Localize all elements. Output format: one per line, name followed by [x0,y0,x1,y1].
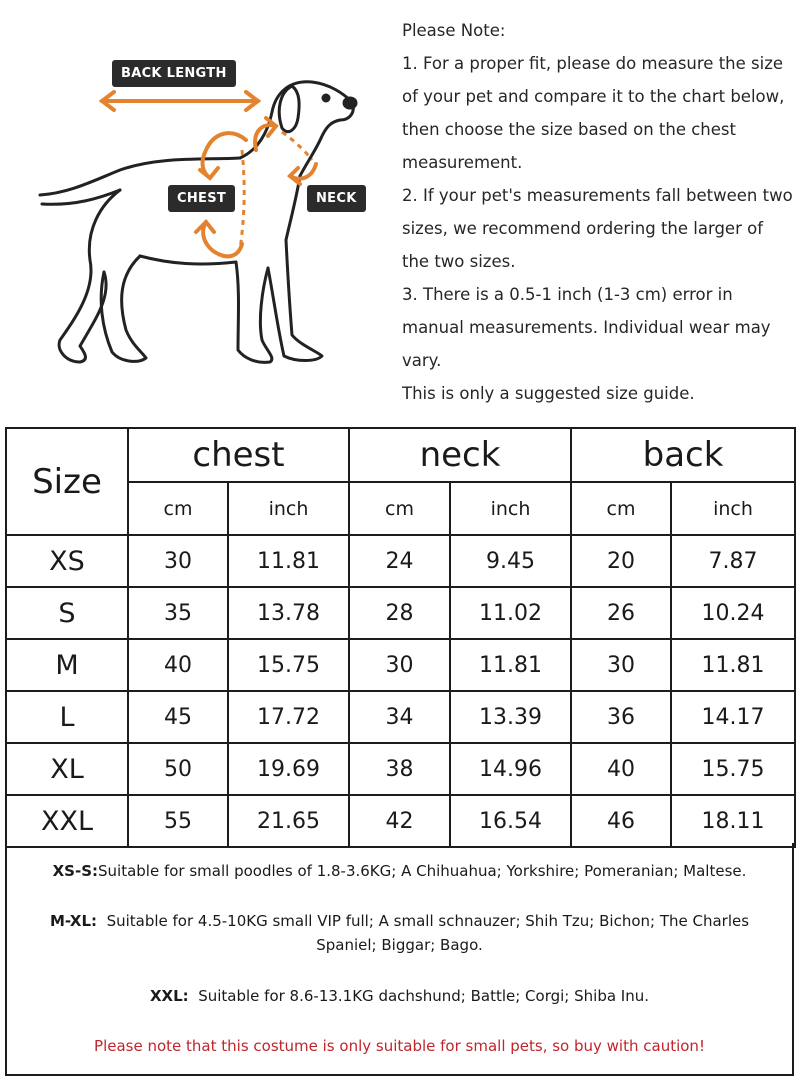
measurement-cell: 42 [349,795,450,847]
table-row [6,691,795,743]
measurement-cell: 34 [349,691,450,743]
caution-warning: Please note that this costume is only suitable for small pets, so buy with caution! [94,1037,705,1055]
table-row [6,535,795,587]
xxl-label: XXL: [149,987,189,1005]
unit-header: cm [349,482,450,535]
measurement-cell: 7.87 [671,535,795,587]
measurement-cell: 11.81 [228,535,349,587]
measurement-cell: 13.78 [228,587,349,639]
back-group-header: back [571,428,795,482]
size-cell: XXL [6,795,128,847]
unit-header: inch [450,482,571,535]
back-length-label: BACK LENGTH [112,60,236,87]
measurement-cell: 19.69 [228,743,349,795]
measurement-cell: 15.75 [671,743,795,795]
measurement-cell: 40 [128,639,228,691]
size-cell: XS [6,535,128,587]
measurement-cell: 50 [128,743,228,795]
m-xl-text: Suitable for 4.5-10KG small VIP full; A small schnauzer; Shih Tzu; Bichon; The Charles Spaniel; Biggar; Bago. [106,912,750,954]
measurement-cell: 13.39 [450,691,571,743]
unit-header: cm [571,482,671,535]
unit-header: cm [128,482,228,535]
table-row [6,743,795,795]
measurement-cell: 18.11 [671,795,795,847]
xs-s-label: XS-S: [52,862,99,880]
note-item-4: This is only a suggested size guide. [402,384,695,403]
m-xl-note [7,909,792,957]
measurement-cell: 36 [571,691,671,743]
xxl-text: Suitable for 8.6-13.1KG dachshund; Battle; Corgi; Shiba Inu. [198,987,650,1005]
measurement-cell: 20 [571,535,671,587]
size-chart-table [5,427,796,848]
breed-suitability-notes [5,843,794,1076]
measurement-cell: 55 [128,795,228,847]
measurement-cell: 14.17 [671,691,795,743]
unit-header: inch [228,482,349,535]
table-row [6,639,795,691]
table-row [6,795,795,847]
neck-group-header: neck [349,428,571,482]
note-item-1: 1. For a proper fit, please do measure the size of your pet and compare it to the chart below, then choose the size based on the chest measurement. [402,54,785,172]
measurement-cell: 16.54 [450,795,571,847]
measurement-cell: 30 [128,535,228,587]
chest-label: CHEST [168,185,235,212]
measurement-cell: 9.45 [450,535,571,587]
m-xl-label: M-XL: [49,912,98,930]
table-body [6,535,795,847]
note-item-2: 2. If your pet's measurements fall between two sizes, we recommend ordering the larger of the two sizes. [402,186,793,271]
measurement-cell: 17.72 [228,691,349,743]
size-cell: L [6,691,128,743]
measurement-diagram [0,0,390,420]
measurement-cell: 11.81 [450,639,571,691]
measurement-cell: 40 [571,743,671,795]
xxl-note [7,984,792,1008]
measurement-cell: 28 [349,587,450,639]
notes-heading: Please Note: [402,21,506,40]
measurement-cell: 10.24 [671,587,795,639]
size-cell: XL [6,743,128,795]
measurement-cell: 26 [571,587,671,639]
chest-group-header: chest [128,428,349,482]
xs-s-text: Suitable for small poodles of 1.8-3.6KG; A Chihuahua; Yorkshire; Pomeranian; Maltese. [98,862,747,880]
measurement-cell: 38 [349,743,450,795]
size-column-header: Size [6,428,128,535]
please-note-section [402,14,794,410]
table-row [6,587,795,639]
measurement-cell: 24 [349,535,450,587]
measurement-cell: 14.96 [450,743,571,795]
size-cell: M [6,639,128,691]
table-group-header-row [6,428,795,482]
measurement-cell: 46 [571,795,671,847]
measurement-cell: 35 [128,587,228,639]
note-item-3: 3. There is a 0.5-1 inch (1-3 cm) error in manual measurements. Individual wear may vary. [402,285,771,370]
measurement-cell: 30 [349,639,450,691]
measurement-cell: 30 [571,639,671,691]
xs-s-note [7,859,792,883]
size-cell: S [6,587,128,639]
measurement-cell: 45 [128,691,228,743]
measurement-cell: 11.81 [671,639,795,691]
measurement-cell: 21.65 [228,795,349,847]
neck-label: NECK [307,185,366,212]
measurement-cell: 15.75 [228,639,349,691]
measurement-cell: 11.02 [450,587,571,639]
unit-header: inch [671,482,795,535]
